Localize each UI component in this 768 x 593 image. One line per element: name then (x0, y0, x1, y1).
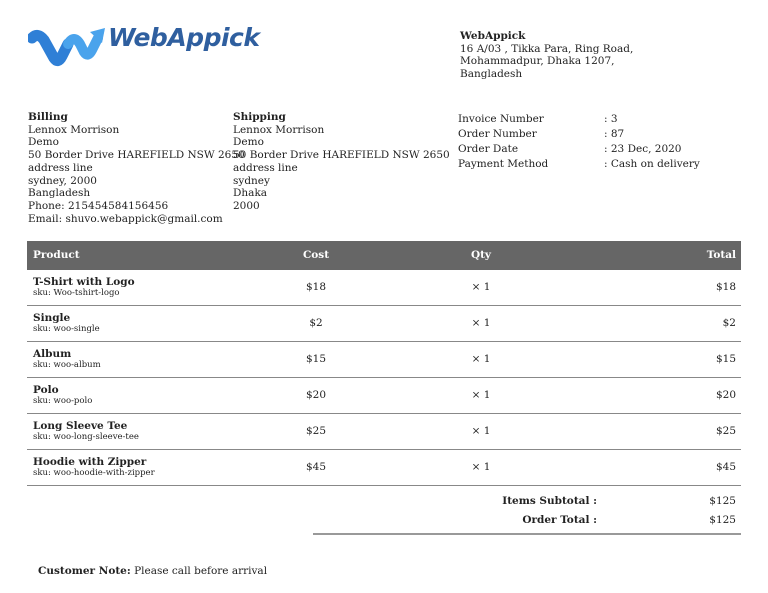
table-row (27, 414, 741, 450)
total-cell: $15 (581, 342, 741, 378)
logo-text: WebAppick (108, 23, 260, 52)
cost-cell: $20 (251, 378, 381, 414)
cost-cell: $2 (251, 306, 381, 342)
qty-cell: × 1 (381, 450, 581, 486)
qty-cell: × 1 (381, 342, 581, 378)
billing-email: Email: shuvo.webappick@gmail.com (28, 212, 223, 225)
billing-line: Demo (28, 136, 59, 149)
address-line: Mohammadpur, Dhaka 1207, (460, 55, 615, 68)
company-address (460, 30, 633, 81)
shipping-line: address line (233, 161, 298, 174)
cost-cell: $25 (251, 414, 381, 450)
shipping-line: Lennox Morrison (233, 123, 325, 136)
billing-line: Bangladesh (28, 187, 91, 200)
billing-address (28, 111, 245, 225)
invoice-meta (458, 112, 700, 172)
table-row (27, 450, 741, 486)
column-header-qty: Qty (381, 241, 581, 270)
table-row (27, 342, 741, 378)
payment-method-row (458, 157, 700, 172)
qty-cell: × 1 (381, 306, 581, 342)
product-cell (27, 306, 251, 342)
meta-label: Order Date (458, 143, 519, 155)
qty-cell: × 1 (381, 270, 581, 306)
customer-note (38, 565, 267, 578)
cost-cell: $45 (251, 450, 381, 486)
address-line: 16 A/03 , Tikka Para, Ring Road, (460, 42, 634, 55)
column-header-cost: Cost (251, 241, 381, 270)
totals-value: $125 (709, 495, 736, 508)
totals-divider (313, 533, 741, 535)
qty-cell: × 1 (381, 378, 581, 414)
meta-value: : 3 (604, 113, 618, 125)
product-sku: sku: woo-single (33, 324, 100, 334)
billing-line: sydney, 2000 (28, 174, 97, 187)
items-subtotal-row (313, 492, 741, 511)
order-number-row (458, 127, 700, 142)
product-sku: sku: woo-polo (33, 396, 93, 406)
table-row (27, 378, 741, 414)
invoice-number-row (458, 112, 700, 127)
product-name: Hoodie with Zipper (33, 456, 147, 468)
shipping-address (233, 111, 450, 213)
billing-phone: Phone: 215454584156456 (28, 199, 169, 212)
meta-label: Order Number (458, 128, 537, 140)
column-header-product: Product (27, 241, 251, 270)
shipping-line: 50 Border Drive HAREFIELD NSW 2650 (233, 149, 450, 162)
order-total-row (313, 511, 741, 530)
shipping-line: Dhaka (233, 187, 268, 200)
product-sku: sku: Woo-tshirt-logo (33, 288, 120, 298)
product-cell (27, 378, 251, 414)
meta-value: : Cash on delivery (604, 158, 700, 170)
product-sku: sku: woo-hoodie-with-zipper (33, 468, 155, 478)
product-name: Album (33, 348, 72, 360)
shipping-title: Shipping (233, 111, 286, 123)
company-logo (28, 23, 260, 68)
total-cell: $2 (581, 306, 741, 342)
meta-value: : 23 Dec, 2020 (604, 143, 682, 155)
total-cell: $45 (581, 450, 741, 486)
billing-line: 50 Border Drive HAREFIELD NSW 2650 (28, 149, 245, 162)
billing-title: Billing (28, 111, 68, 123)
order-items-table (27, 241, 741, 486)
product-cell (27, 342, 251, 378)
column-header-total: Total (581, 241, 741, 270)
totals-label: Order Total : (522, 514, 597, 527)
total-cell: $18 (581, 270, 741, 306)
totals-value: $125 (709, 514, 736, 527)
product-cell (27, 450, 251, 486)
company-name: WebAppick (460, 30, 526, 42)
product-cell (27, 270, 251, 306)
meta-value: : 87 (604, 128, 625, 140)
totals-label: Items Subtotal : (502, 495, 597, 508)
table-header (27, 241, 741, 270)
cost-cell: $18 (251, 270, 381, 306)
product-sku: sku: woo-long-sleeve-tee (33, 432, 139, 442)
product-name: Polo (33, 384, 59, 396)
shipping-line: sydney (233, 174, 270, 187)
order-totals (313, 492, 741, 530)
order-date-row (458, 142, 700, 157)
customer-note-label: Customer Note: (38, 565, 131, 577)
customer-note-text: Please call before arrival (134, 565, 268, 577)
billing-line: Lennox Morrison (28, 123, 120, 136)
address-line: Bangladesh (460, 68, 523, 81)
product-name: Single (33, 312, 71, 324)
table-row (27, 270, 741, 306)
meta-label: Payment Method (458, 158, 549, 170)
meta-label: Invoice Number (458, 113, 544, 125)
product-name: Long Sleeve Tee (33, 420, 128, 432)
product-name: T-Shirt with Logo (33, 276, 135, 288)
total-cell: $25 (581, 414, 741, 450)
product-sku: sku: woo-album (33, 360, 101, 370)
cost-cell: $15 (251, 342, 381, 378)
billing-line: address line (28, 161, 93, 174)
shipping-line: 2000 (233, 199, 260, 212)
product-cell (27, 414, 251, 450)
shipping-line: Demo (233, 136, 264, 149)
qty-cell: × 1 (381, 414, 581, 450)
table-row (27, 306, 741, 342)
webappick-logo-icon (28, 28, 106, 68)
total-cell: $20 (581, 378, 741, 414)
